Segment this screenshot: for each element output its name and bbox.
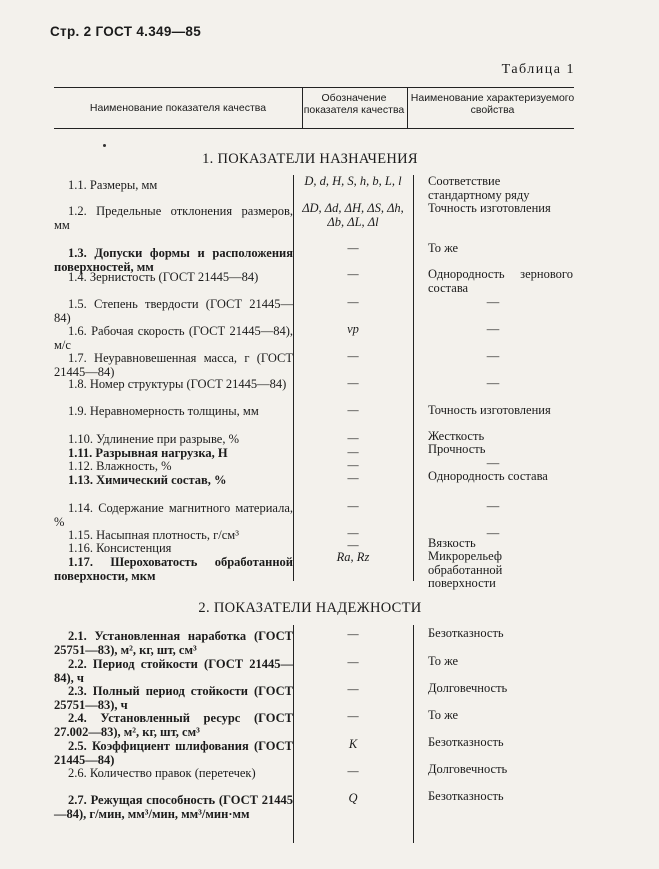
- quality-indicator-designation: —: [347, 376, 359, 390]
- quality-indicator-name: 1.1. Размеры, мм: [68, 178, 158, 192]
- quality-indicator-designation: —: [347, 764, 359, 778]
- quality-indicator-designation: —: [347, 295, 359, 309]
- column-header-property: Наименование характеризуемого свойства: [410, 92, 575, 116]
- table-header-rule: [54, 128, 574, 129]
- characterized-property: То же: [428, 241, 459, 255]
- quality-indicator-designation: —: [347, 445, 359, 459]
- quality-indicator-name: 1.13. Химический состав, %: [68, 473, 227, 487]
- quality-indicator-designation: —: [347, 349, 359, 363]
- quality-indicator-designation: —: [347, 627, 359, 641]
- quality-indicator-name: 2.2. Период стойкости (ГОСТ 21445—84), ч: [54, 657, 293, 685]
- characterized-property: —: [486, 295, 500, 309]
- column-divider: [302, 87, 303, 128]
- section-title: 2. ПОКАЗАТЕЛИ НАДЕЖНОСТИ: [198, 600, 422, 616]
- quality-indicator-name: 1.7. Неуравновешенная масса, г (ГОСТ 21445—84): [54, 351, 293, 379]
- characterized-property: Долговечность: [428, 681, 508, 695]
- quality-indicator-designation: —: [347, 241, 359, 255]
- characterized-property: —: [486, 456, 500, 470]
- quality-indicator-name: 2.5. Коэффициент шлифования (ГОСТ 21445—84): [54, 739, 293, 767]
- characterized-property: Долговечность: [428, 762, 508, 776]
- characterized-property: Прочность: [428, 442, 486, 456]
- quality-indicator-name: 1.9. Неравномерность толщины, мм: [68, 404, 259, 418]
- column-divider: [413, 625, 414, 843]
- characterized-property: —: [486, 526, 500, 540]
- quality-indicator-designation: D, d, H, S, h, b, L, l: [304, 174, 402, 188]
- table-top-rule: [54, 87, 574, 88]
- characterized-property: То же: [428, 708, 459, 722]
- quality-indicator-name: 1.3. Допуски формы и расположения поверхностей, мм: [54, 246, 293, 274]
- section-title: 1. ПОКАЗАТЕЛИ НАЗНАЧЕНИЯ: [202, 151, 418, 167]
- quality-indicator-designation: vр: [347, 322, 359, 336]
- characterized-property: —: [486, 499, 500, 513]
- quality-indicator-designation: ΔD, Δd, ΔH, ΔS, Δh, Δb, ΔL, Δl: [302, 201, 404, 229]
- column-divider: [293, 175, 294, 581]
- page-header: Стр. 2 ГОСТ 4.349—85: [50, 24, 202, 39]
- quality-indicator-name: 1.10. Удлинение при разрыве, %: [68, 432, 239, 446]
- quality-indicator-designation: —: [347, 267, 359, 281]
- quality-indicator-designation: —: [347, 682, 359, 696]
- characterized-property: Соответствие стандартному ряду: [428, 174, 530, 202]
- column-divider: [293, 625, 294, 843]
- quality-indicator-designation: —: [347, 655, 359, 669]
- quality-indicator-name: 2.1. Установленная наработка (ГОСТ 25751—83), м², кг, шт, см³: [54, 629, 293, 657]
- quality-indicator-name: 1.8. Номер структуры (ГОСТ 21445—84): [68, 377, 287, 391]
- characterized-property: —: [486, 322, 500, 336]
- quality-indicator-name: 1.2. Предельные отклонения размеров, мм: [54, 204, 293, 232]
- column-divider: [413, 175, 414, 581]
- table-title: Таблица 1: [501, 62, 575, 77]
- quality-indicator-designation: —: [347, 709, 359, 723]
- characterized-property: Безотказность: [428, 789, 504, 803]
- quality-indicator-name: 2.3. Полный период стойкости (ГОСТ 25751—83), ч: [54, 684, 293, 712]
- quality-indicator-designation: —: [347, 431, 359, 445]
- characterized-property: Однородность зернового состава: [428, 267, 573, 295]
- ink-mark: [103, 144, 106, 147]
- quality-indicator-name: 2.4. Установленный ресурс (ГОСТ 27.002—83), м², кг, шт, см³: [54, 711, 293, 739]
- quality-indicator-name: 1.11. Разрывная нагрузка, Н: [68, 446, 228, 460]
- characterized-property: То же: [428, 654, 459, 668]
- quality-indicator-designation: —: [347, 403, 359, 417]
- column-divider: [407, 87, 408, 128]
- quality-indicator-name: 1.17. Шероховатость обработанной поверхности, мкм: [54, 555, 293, 583]
- characterized-property: —: [486, 349, 500, 363]
- characterized-property: Вязкость: [428, 536, 476, 550]
- quality-indicator-designation: Ra, Rz: [336, 550, 370, 564]
- column-header-designation: Обозначение показателя качества: [303, 92, 405, 116]
- characterized-property: —: [486, 376, 500, 390]
- quality-indicator-name: 2.7. Режущая способность (ГОСТ 21445—84), г/мин, мм³/мин, мм³/мин·мм: [54, 793, 293, 821]
- quality-indicator-designation: —: [347, 458, 359, 472]
- quality-indicator-name: 1.14. Содержание магнитного материала, %: [54, 501, 293, 529]
- quality-indicator-name: 1.15. Насыпная плотность, г/см³: [68, 528, 239, 542]
- characterized-property: Микрорельеф обработанной поверхности: [428, 549, 503, 590]
- quality-indicator-name: 1.4. Зернистость (ГОСТ 21445—84): [68, 270, 259, 284]
- quality-indicator-name: 1.5. Степень твердости (ГОСТ 21445—84): [54, 297, 293, 325]
- characterized-property: Безотказность: [428, 735, 504, 749]
- quality-indicator-designation: —: [347, 538, 359, 552]
- characterized-property: Безотказность: [428, 626, 504, 640]
- quality-indicator-designation: —: [347, 471, 359, 485]
- quality-indicator-name: 1.16. Консистенция: [68, 541, 172, 555]
- characterized-property: Жесткость: [428, 429, 485, 443]
- quality-indicator-designation: —: [347, 526, 359, 540]
- column-header-name: Наименование показателя качества: [89, 102, 267, 114]
- characterized-property: Однородность состава: [428, 469, 548, 483]
- quality-indicator-designation: —: [347, 499, 359, 513]
- characterized-property: Точность изготовления: [428, 403, 551, 417]
- quality-indicator-designation: Q: [348, 791, 358, 805]
- quality-indicator-name: 1.12. Влажность, %: [68, 459, 172, 473]
- characterized-property: Точность изготовления: [428, 201, 551, 215]
- quality-indicator-name: 2.6. Количество правок (перетечек): [68, 766, 256, 780]
- quality-indicator-designation: K: [348, 737, 358, 751]
- quality-indicator-name: 1.6. Рабочая скорость (ГОСТ 21445—84), м/с: [54, 324, 293, 352]
